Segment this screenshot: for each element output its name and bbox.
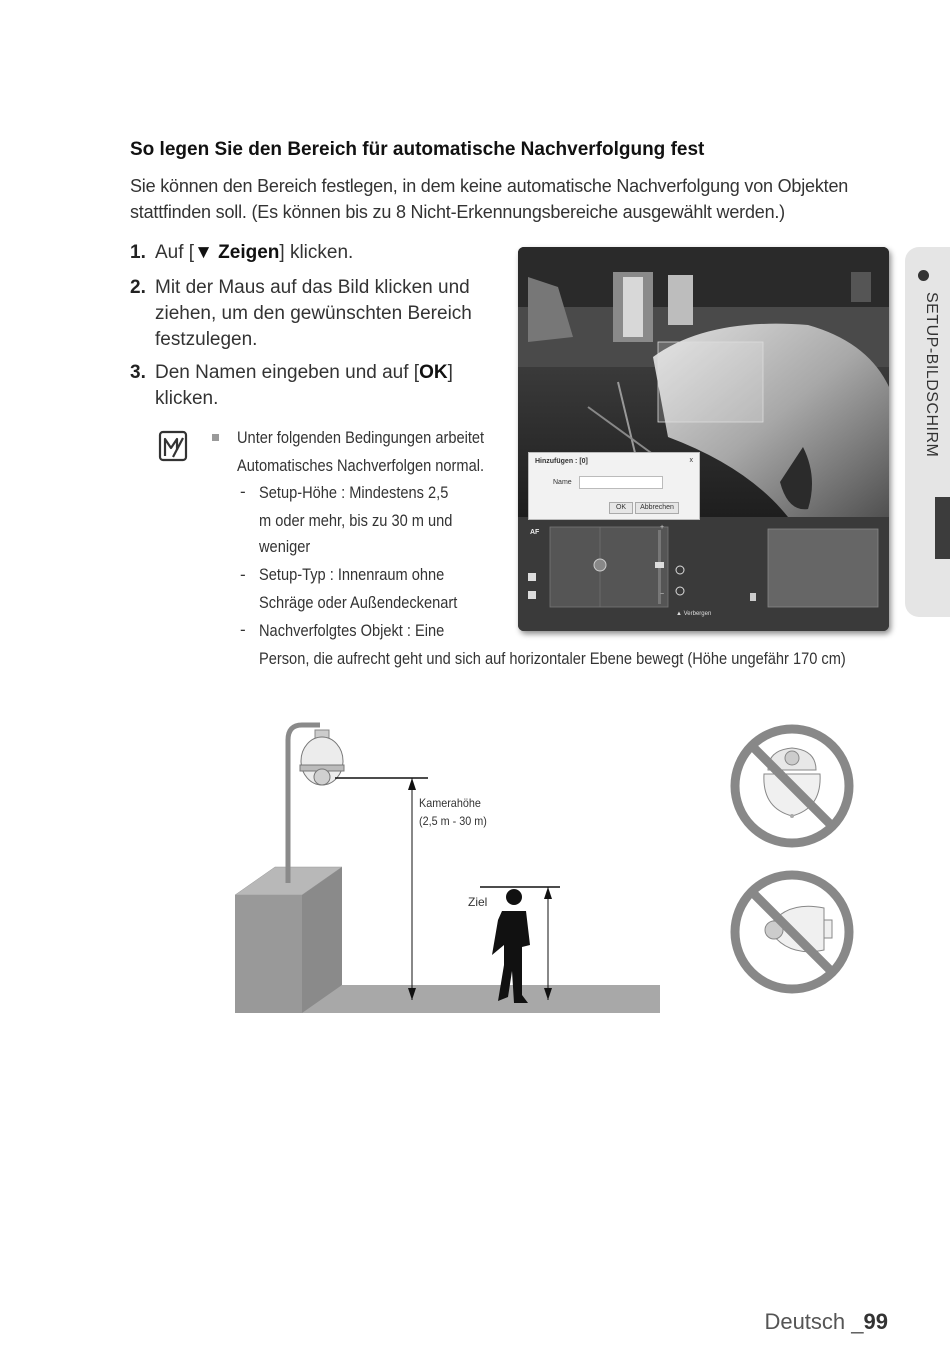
- condition-type-2: Schräge oder Außendeckenart: [259, 593, 458, 612]
- step-number: 3.: [130, 362, 146, 383]
- ok-button-ref: OK: [419, 362, 448, 383]
- footer-language: Deutsch _: [764, 1309, 864, 1334]
- add-area-dialog: [528, 452, 700, 520]
- note-icon: [158, 430, 188, 462]
- condition-object-1: Nachverfolgtes Objekt : Eine: [259, 621, 445, 640]
- condition-height-2: m oder mehr, bis zu 30 m und: [259, 511, 453, 530]
- dialog-title: Hinzufügen : [0]: [535, 458, 588, 465]
- dialog-close-button[interactable]: x: [689, 457, 693, 464]
- zoom-plus-button[interactable]: +: [660, 524, 665, 531]
- page-footer: [764, 1309, 888, 1335]
- af-button[interactable]: AF: [530, 529, 540, 536]
- camera-height-label: Kamerahöhe: [419, 796, 481, 810]
- condition-height-3: weniger: [259, 537, 311, 556]
- bullet-square: [212, 434, 219, 441]
- dash: -: [240, 565, 246, 584]
- hide-button[interactable]: ▲ Verbergen: [676, 611, 712, 617]
- installation-diagram: [230, 715, 670, 1020]
- no-tilted-mount-icon: [728, 722, 856, 850]
- condition-height-1: Setup-Höhe : Mindestens 2,5: [259, 483, 449, 502]
- name-input[interactable]: [579, 476, 663, 489]
- step-number: 1.: [130, 242, 146, 263]
- step-text: Mit der Maus auf das Bild klicken und ziehen, um den gewünschten Bereich festzulegen.: [155, 277, 472, 350]
- note-lead-line-2: Automatisches Nachverfolgen normal.: [237, 456, 485, 475]
- camera-view: [518, 247, 889, 631]
- step-number: 2.: [130, 277, 146, 298]
- dialog-ok-button[interactable]: OK: [609, 502, 633, 514]
- condition-type-1: Setup-Typ : Innenraum ohne: [259, 565, 445, 584]
- condition-object-2: Person, die aufrecht geht und sich auf horizontaler Ebene bewegt (Höhe ungefähr 170 cm): [259, 649, 846, 668]
- step-text: Den Namen eingeben und auf [: [155, 362, 420, 383]
- dialog-cancel-button[interactable]: Abbrechen: [635, 502, 679, 514]
- no-wall-mount-icon: [728, 868, 856, 996]
- camera-height-range: (2,5 m - 30 m): [419, 814, 487, 828]
- intro-paragraph: Sie können den Bereich festlegen, in dem keine automatische Nachverfolgung von Objekten stattfinden soll. (Es können bis zu 8 Nicht-Erkennungsbereiche ausgewählt werden.): [130, 176, 849, 222]
- zoom-minus-button[interactable]: −: [660, 591, 665, 598]
- dash: -: [240, 482, 246, 501]
- target-label: Ziel: [468, 895, 488, 909]
- screenshot-image: [518, 247, 889, 631]
- step-text: ] klicken.: [279, 242, 354, 263]
- zeigen-button-ref: ▼ Zeigen: [194, 242, 280, 263]
- side-tab-label: SETUP-BILDSCHIRM: [923, 292, 940, 458]
- step-text: Auf [: [155, 242, 195, 263]
- dash: -: [240, 620, 246, 639]
- side-tab-label-wrap: [920, 292, 940, 512]
- name-label: Name: [553, 479, 572, 486]
- side-tab-bullet: [918, 270, 929, 281]
- step-text: ] klicken.: [155, 362, 453, 409]
- page-number: 99: [863, 1309, 888, 1334]
- section-heading: So legen Sie den Bereich für automatische Nachverfolgung fest: [130, 139, 705, 160]
- note-lead-line-1: Unter folgenden Bedingungen arbeitet: [237, 428, 485, 447]
